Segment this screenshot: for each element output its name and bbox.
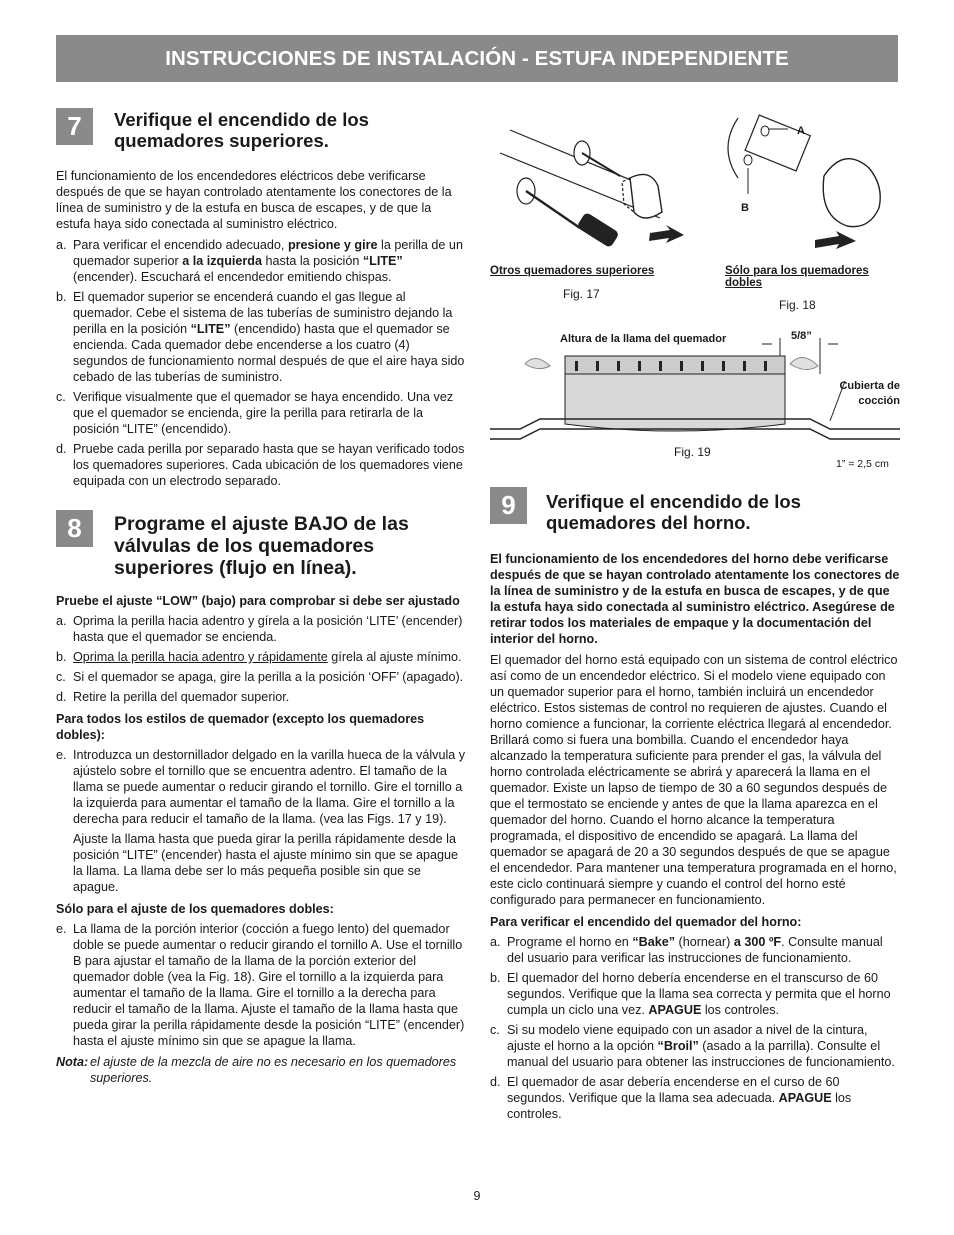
step-8-list xyxy=(56,613,466,705)
list-item-text-part: Programe el horno en xyxy=(507,935,633,949)
list-item xyxy=(490,1022,900,1070)
fig-19-cooktop-label: Cubierta de cocción xyxy=(839,380,900,407)
list-item-text xyxy=(73,441,466,489)
list-item-label: e. xyxy=(56,748,67,762)
list-item-text-part: Oprima la perilla hacia adentro y gírela a la posición ‘LITE’ (encender) hasta que el quemador se encienda. xyxy=(73,614,463,644)
list-item-text-part: la perilla de un quemador superior xyxy=(73,238,463,268)
list-item xyxy=(56,747,466,895)
step-9-heading xyxy=(490,487,900,533)
list-item xyxy=(490,1074,900,1122)
list-item-text xyxy=(507,970,900,1018)
paragraph-bold: El funcionamiento de los encendedores del horno debe verificarse después de que se hayan controlado atentamente los conectores de la línea de suministro y de la estufa en busca de escapes, y de que la estufa haya sido conectada al suministro eléctrico. Asegúrese de retirar todos los materiales de empaque y la documentación del interior del horno. xyxy=(490,552,900,646)
list-item-text-part: a la izquierda xyxy=(182,254,263,268)
list-item-text-part: Ajuste la llama hasta que pueda girar la perilla rápidamente desde la posición “LITE” (encender) hasta el ajuste mínimo sin que se apague la llama. La llama debe ser lo más pequeña posible sin que se apague. xyxy=(73,832,459,894)
list-item-text-part: “LITE” xyxy=(362,254,403,268)
fig-18-illustration xyxy=(720,108,900,258)
fig-19-flame-label: Altura de la llama del quemador xyxy=(560,333,727,345)
fig-17-illustration xyxy=(490,108,720,248)
list-item-text-part: a 300 ºF xyxy=(733,935,782,949)
list-item-label: b. xyxy=(56,650,67,664)
list-item-text-part: El quemador superior se encenderá cuando el gas llegue al quemador. Cebe el sistema de las tuberías de suministro dejando la perilla en la posición xyxy=(73,290,453,336)
step-title: Verifique el encendido de los quemadores superiores. xyxy=(114,109,369,151)
list-item-text-part: (encender). Escuchará el encendedor emitiendo chispas. xyxy=(73,270,392,284)
list-item-label: d. xyxy=(56,442,67,456)
list-item-text-part: Si el quemador se apaga, gire la perilla a la posición ‘OFF’ (apagado). xyxy=(73,670,464,684)
list-item-text-part: Para verificar el encendido adecuado, xyxy=(73,238,288,252)
list-item-label: a. xyxy=(490,935,501,949)
list-item xyxy=(56,669,466,685)
list-item-text-part: Si su modelo viene equipado con un asador a nivel de la cintura, ajuste el horno a la opción xyxy=(507,1023,868,1053)
list-item-text-part: los controles. xyxy=(701,1003,780,1017)
figures-area xyxy=(490,108,900,478)
note-label: Nota: xyxy=(56,1055,89,1069)
list-item-text-part: Pruebe cada perilla por separado hasta que se hayan verificado todos los quemadores superiores. Cada ubicación de los quemadores viene equipada con un electrodo separado. xyxy=(73,442,465,488)
list-item xyxy=(56,649,466,665)
step-title: Programe el ajuste BAJO de las válvulas de los quemadores superiores (flujo en línea). xyxy=(114,513,409,579)
list-item-text-part: El quemador del horno debería encenderse en el transcurso de 60 segundos. Verifique que la llama sea correcta y permita que el horno cumpla un ciclo una vez. xyxy=(507,971,891,1017)
list-item-text xyxy=(73,649,466,665)
list-item-text-part: . Consulte manual del usuario para verificar las instrucciones de funcionamiento. xyxy=(507,935,883,965)
list-item xyxy=(56,289,466,385)
list-item xyxy=(56,613,466,645)
paragraph: El quemador del horno está equipado con un sistema de control eléctrico así como de un encendedor eléctrico. Si el modelo viene equipado con un quemador superior para el horno, también incluirá un encendedor eléctrico. Estos sistemas de control no requieren de ajustes. Cuando el horno comience a funcionar, la corriente eléctrica llegará al encendedor. Brillará como si fuera una bombilla. Cuando el encendedor haya alcanzado la temperatura suficiente para prender el gas, la válvula del horno controlada eléctricamente se abrirá y aparecerá la llama en el quemador. Existe un lapso de tiempo de 30 a 60 segundos después de que el termostato se enciende y antes de que la llama aparezca en el quemador del horno. Cuando el horno alcance la temperatura programada, el dispositivo de encendido se apagará. La llama del quemador se apagará de 20 a 30 segundos después de que se apague el encendedor. Para mantener una temperatura programada en el horno, este ciclo continuará siempre y cuando el control del horno esté configurado para permanecer en funcionamiento. xyxy=(490,653,898,907)
list-item-text xyxy=(73,289,466,385)
list-item-label: e. xyxy=(56,922,67,936)
list-item-text xyxy=(73,689,466,705)
list-item-text-part: (asado a la parrilla). Consulte el manual del usuario para obtener las instrucciones de funcionamiento. xyxy=(507,1039,895,1069)
note-text: el ajuste de la mezcla de aire no es necesario en los quemadores superiores. xyxy=(90,1055,457,1085)
right-column xyxy=(490,487,900,1126)
list-item-label: a. xyxy=(56,614,67,628)
list-item xyxy=(490,970,900,1018)
step-number-badge: 7 xyxy=(56,108,93,145)
fig-19-conversion: 1” = 2,5 cm xyxy=(836,458,889,470)
note xyxy=(56,1054,466,1086)
list-item-text-part: gírela al ajuste mínimo. xyxy=(327,650,462,664)
list-item-text xyxy=(73,669,466,685)
left-column xyxy=(56,108,466,1086)
list-item-label: c. xyxy=(56,390,66,404)
list-item xyxy=(56,389,466,437)
list-item-label: d. xyxy=(490,1075,501,1089)
step-7-heading xyxy=(56,108,466,151)
list-item-text-part: hasta la posición xyxy=(262,254,363,268)
list-item-text-part: “LITE” xyxy=(190,322,231,336)
list-item-text-part: El quemador de asar debería encenderse en el curso de 60 segundos. Verifique que la llama sea adecuada. xyxy=(507,1075,840,1105)
list-item-text xyxy=(73,613,466,645)
list-item-text-part: los controles. xyxy=(507,1091,852,1121)
page-number: 9 xyxy=(473,1189,481,1203)
list-item-text xyxy=(507,934,900,966)
list-item xyxy=(56,689,466,705)
step-number-badge: 9 xyxy=(490,487,527,524)
list-item-text-part: Oprima la perilla hacia adentro y rápidamente xyxy=(73,650,328,664)
list-item-text-part: Introduzca un destornillador delgado en la varilla hueca de la válvula y ajústelo sobre el tornillo que se encuentra adentro. El tamaño de la llama se puede aumentar o reducir girando el tornillo. Gire el tornillo a la izquierda para aumentar el tamaño de la llama. Gire el tornillo a la derecha para reducir el tamaño de la llama. (vea las Figs. 17 y 19). xyxy=(73,748,466,826)
step-9-list xyxy=(490,934,900,1122)
fig-18-callout-a: A xyxy=(797,125,805,137)
fig-17-label: Fig. 17 xyxy=(563,287,600,301)
subheading: Para todos los estilos de quemador (excepto los quemadores dobles): xyxy=(56,712,425,742)
fig-18-callout-b: B xyxy=(741,202,749,214)
fig-19-measure: 5/8” xyxy=(791,330,812,342)
list-item-text-part: “Broil” xyxy=(657,1039,699,1053)
fig-18-caption: Sólo para los quemadores dobles xyxy=(725,265,869,289)
list-item-text-part: (encendido) hasta que el quemador se encienda. Cada quemador debe encenderse a los cuatro (4) segundos de funcionamiento normal después de que el aire haya sido cebado de las tuberías de suministro. xyxy=(73,322,465,384)
list-item-text xyxy=(73,747,466,895)
fig-19-label: Fig. 19 xyxy=(674,445,711,459)
list-item-text-part: Verifique visualmente que el quemador se haya encendido. Una vez que el quemador se encienda, gire la perilla para retirarla de la posición “LITE” (encendido). xyxy=(73,390,454,436)
list-item xyxy=(56,441,466,489)
list-item-text-part: APAGUE xyxy=(778,1091,832,1105)
list-item xyxy=(56,921,466,1049)
fig-17-caption: Otros quemadores superiores xyxy=(490,265,655,277)
list-item-text xyxy=(507,1022,900,1070)
paragraph: El funcionamiento de los encendedores eléctricos debe verificarse después de que se hayan controlado atentamente los conectores de la línea de suministro y de la estufa en busca de escapes, y de que la estufa haya sido conectada al suministro eléctrico. xyxy=(56,169,452,231)
step-title: Verifique el encendido de los quemadores del horno. xyxy=(546,491,801,533)
fig-18-label: Fig. 18 xyxy=(779,298,816,312)
step-number-badge: 8 xyxy=(56,510,93,547)
list-item-text-part: “Bake” xyxy=(632,935,676,949)
list-item xyxy=(56,237,466,285)
subheading: Pruebe el ajuste “LOW” (bajo) para comprobar si debe ser ajustado xyxy=(56,594,460,608)
list-item-text xyxy=(507,1074,900,1122)
list-item-text xyxy=(73,237,466,285)
step-7-list xyxy=(56,237,466,489)
list-item-text-part: Retire la perilla del quemador superior. xyxy=(73,690,290,704)
list-item-label: b. xyxy=(56,290,67,304)
list-item-text-part: presione y gire xyxy=(287,238,378,252)
list-item xyxy=(490,934,900,966)
step-8-heading xyxy=(56,510,466,579)
page-header-banner: INSTRUCCIONES DE INSTALACIÓN - ESTUFA INDEPENDIENTE xyxy=(56,35,898,82)
list-item-label: b. xyxy=(490,971,501,985)
list-item-label: a. xyxy=(56,238,67,252)
list-item-label: c. xyxy=(490,1023,500,1037)
list-item-text-part: APAGUE xyxy=(648,1003,702,1017)
subheading: Para verificar el encendido del quemador del horno: xyxy=(490,915,802,929)
list-item-text: La llama de la porción interior (cocción a fuego lento) del quemador doble se puede aumentar o reducir girando el tornillo A. Use el tornillo B para ajustar el tamaño de la llama de la porción exterior del quemador doble (vea la Fig. 18). Gire el tornillo a la izquierda para aumentar el tamaño de la llama. Gire el tornillo a la derecha para reducir el tamaño de la llama. Ajuste el tamaño de la llama hasta que pueda girar la perilla rápidamente desde la posición “LITE” (encender) hasta el ajuste mínimo sin que se apague la llama. xyxy=(73,922,465,1048)
list-item-text xyxy=(73,389,466,437)
subheading: Sólo para el ajuste de los quemadores dobles: xyxy=(56,902,334,916)
list-item-label: d. xyxy=(56,690,67,704)
list-item-label: c. xyxy=(56,670,66,684)
list-item-text-part: (hornear) xyxy=(675,935,734,949)
